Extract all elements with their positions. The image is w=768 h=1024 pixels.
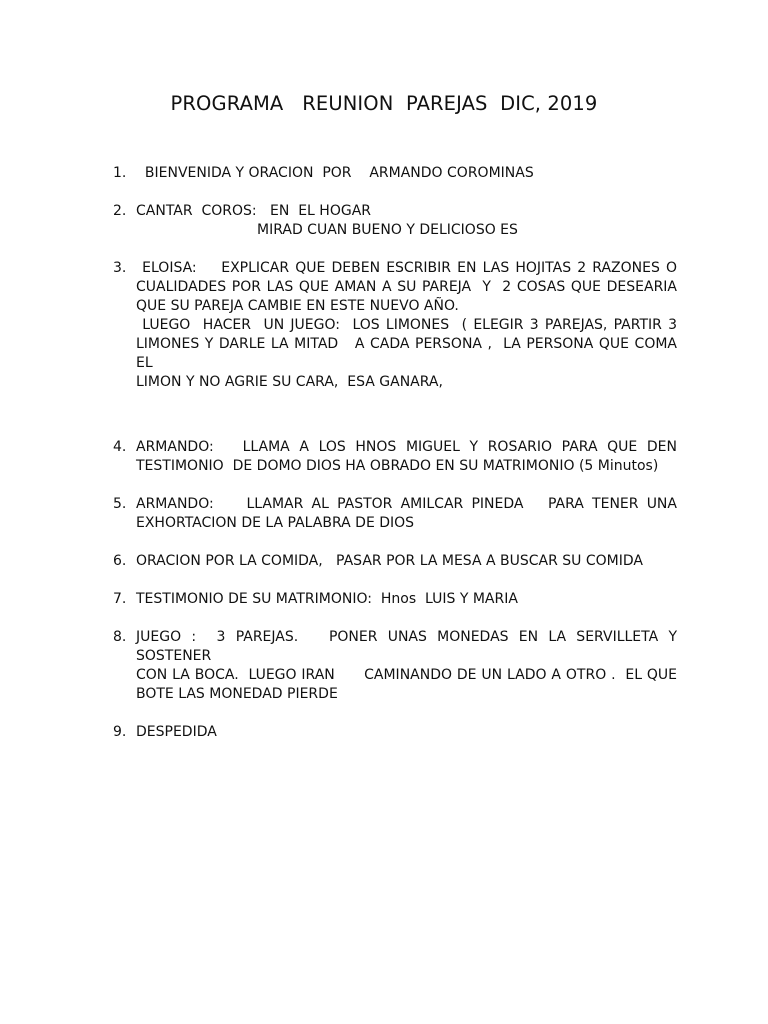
item-text: DESPEDIDA [136,724,217,740]
list-item [113,723,677,742]
item-text: TESTIMONIO DE SU MATRIMONIO: Hnos LUIS Y MARIA [136,591,518,607]
item-text: ARMANDO: LLAMAR AL PASTOR AMILCAR PINEDA PARA TENER UNA [136,496,677,512]
item-text: JUEGO : 3 PAREJAS. PONER UNAS MONEDAS EN LA SERVILLETA Y SOSTENER [136,629,682,664]
item-number: 9. [113,724,127,740]
item-text: MIRAD CUAN BUENO Y DELICIOSO ES [257,222,518,238]
list-item [113,495,677,533]
list-item [113,590,677,609]
item-text: ORACION POR LA COMIDA, PASAR POR LA MESA A BUSCAR SU COMIDA [136,553,643,569]
item-text: ARMANDO: LLAMA A LOS HNOS MIGUEL Y ROSARIO PARA QUE DEN [136,439,677,455]
item-number: 8. [113,629,127,645]
list-item [113,552,677,571]
list-item [113,628,682,704]
item-text: LIMONES Y DARLE LA MITAD A CADA PERSONA , LA PERSONA QUE COMA EL [136,336,682,371]
item-number: 4. [113,439,127,455]
item-text: CON LA BOCA. LUEGO IRAN CAMINANDO DE UN LADO A OTRO . EL QUE [136,667,677,683]
list-item [113,259,682,392]
item-text: QUE SU PAREJA CAMBIE EN ESTE NUEVO AÑO. [136,298,459,314]
item-text: TESTIMONIO DE DOMO DIOS HA OBRADO EN SU MATRIMONIO (5 Minutos) [136,458,659,474]
item-number: 1. [113,165,127,181]
item-text: BOTE LAS MONEDAD PIERDE [136,686,338,702]
item-text: BIENVENIDA Y ORACION POR ARMANDO COROMINAS [136,165,534,181]
item-text: LIMON Y NO AGRIE SU CARA, ESA GANARA, [136,374,443,390]
document-title: PROGRAMA REUNION PAREJAS DIC, 2019 [170,92,598,115]
item-number: 5. [113,496,127,512]
item-text: CUALIDADES POR LAS QUE AMAN A SU PAREJA Y 2 COSAS QUE DESEARIA [136,279,677,295]
item-number: 7. [113,591,127,607]
item-text: CANTAR COROS: EN EL HOGAR [136,203,372,219]
list-item [113,438,677,476]
program-list [113,164,682,761]
item-number: 3. [113,260,127,276]
list-item [113,202,677,240]
item-number: 6. [113,553,127,569]
item-text: LUEGO HACER UN JUEGO: LOS LIMONES ( ELEGIR 3 PAREJAS, PARTIR 3 [136,317,678,333]
item-number: 2. [113,203,127,219]
item-text: EXHORTACION DE LA PALABRA DE DIOS [136,515,415,531]
item-text: ELOISA: EXPLICAR QUE DEBEN ESCRIBIR EN LAS HOJITAS 2 RAZONES O [136,260,677,276]
list-item [113,164,677,183]
